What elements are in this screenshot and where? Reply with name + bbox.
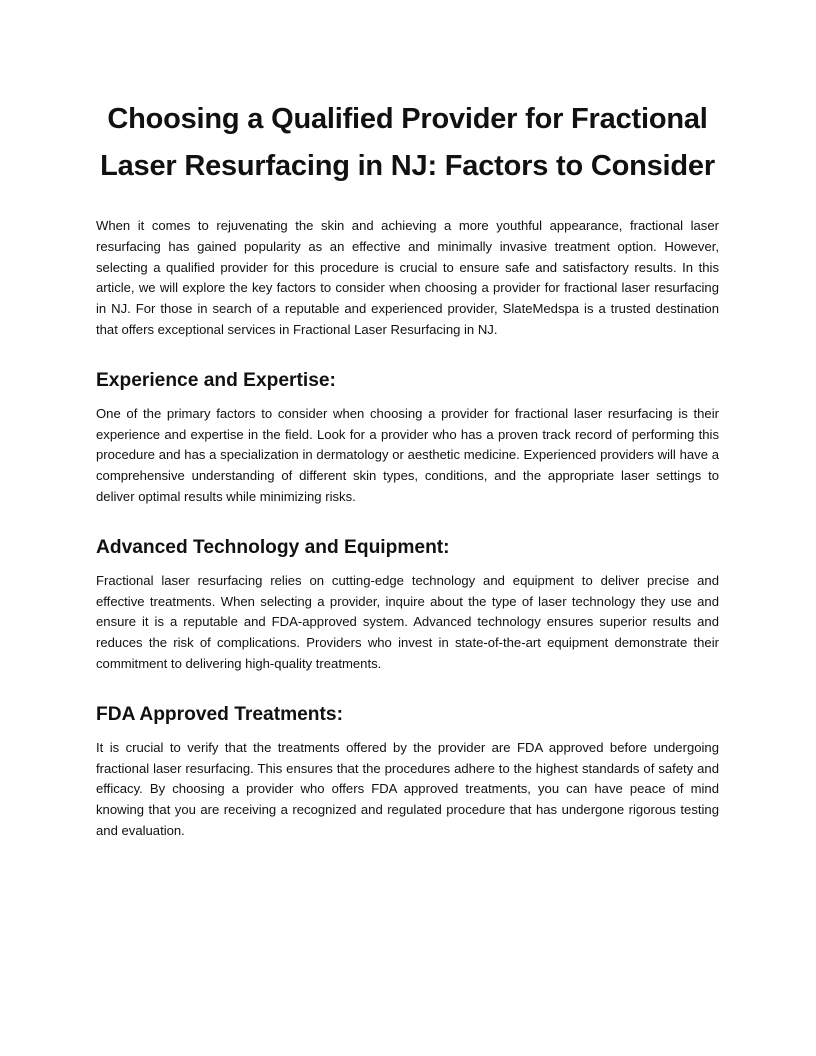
intro-paragraph: When it comes to rejuvenating the skin and achieving a more youthful appearance, fractional laser resurfacing has gained popularity as an effective and minimally invasive treatment option. However, selecting a qualified provider for this procedure is crucial to ensure safe and satisfactory results. In this article, we will explore the key factors to consider when choosing a provider for fractional laser resurfacing in NJ. For those in search of a reputable and experienced provider, SlateMedspa is a trusted destination that offers exceptional services in Fractional Laser Resurfacing in NJ.: [96, 218, 719, 337]
intro-paragraph-block: [96, 216, 719, 341]
section-heading: Experience and Expertise:: [96, 369, 336, 391]
section-paragraph: One of the primary factors to consider when choosing a provider for fractional laser resurfacing is their experience and expertise in the field. Look for a provider who has a proven track record of performing this procedure and has a specialization in dermatology or aesthetic medicine. Experienced providers will have a comprehensive understanding of different skin types, conditions, and the appropriate laser settings to deliver optimal results while minimizing risks.: [96, 405, 719, 504]
document-title: Choosing a Qualified Provider for Fractional Laser Resurfacing in NJ: Factors to Consider: [100, 103, 715, 182]
document-page: [96, 96, 719, 842]
section-paragraph: Fractional laser resurfacing relies on cutting-edge technology and equipment to deliver precise and effective treatments. When selecting a provider, inquire about the type of laser technology they use and ensure it is a reputable and FDA-approved system. Advanced technology ensures superior results and reduces the risk of complications. Providers who invest in state-of-the-art equipment demonstrate their commitment to delivering high-quality treatments.: [96, 572, 719, 671]
section-heading: FDA Approved Treatments:: [96, 703, 343, 725]
section-heading: Advanced Technology and Equipment:: [96, 536, 450, 558]
section-paragraph: It is crucial to verify that the treatments offered by the provider are FDA approved before undergoing fractional laser resurfacing. This ensures that the procedures adhere to the highest standards of safety and efficacy. By choosing a provider who offers FDA approved treatments, you can have peace of mind knowing that you are receiving a recognized and regulated procedure that has undergone rigorous testing and evaluation.: [96, 739, 719, 838]
section-technology: [96, 536, 719, 675]
section-fda: [96, 703, 719, 842]
section-experience: [96, 369, 719, 508]
